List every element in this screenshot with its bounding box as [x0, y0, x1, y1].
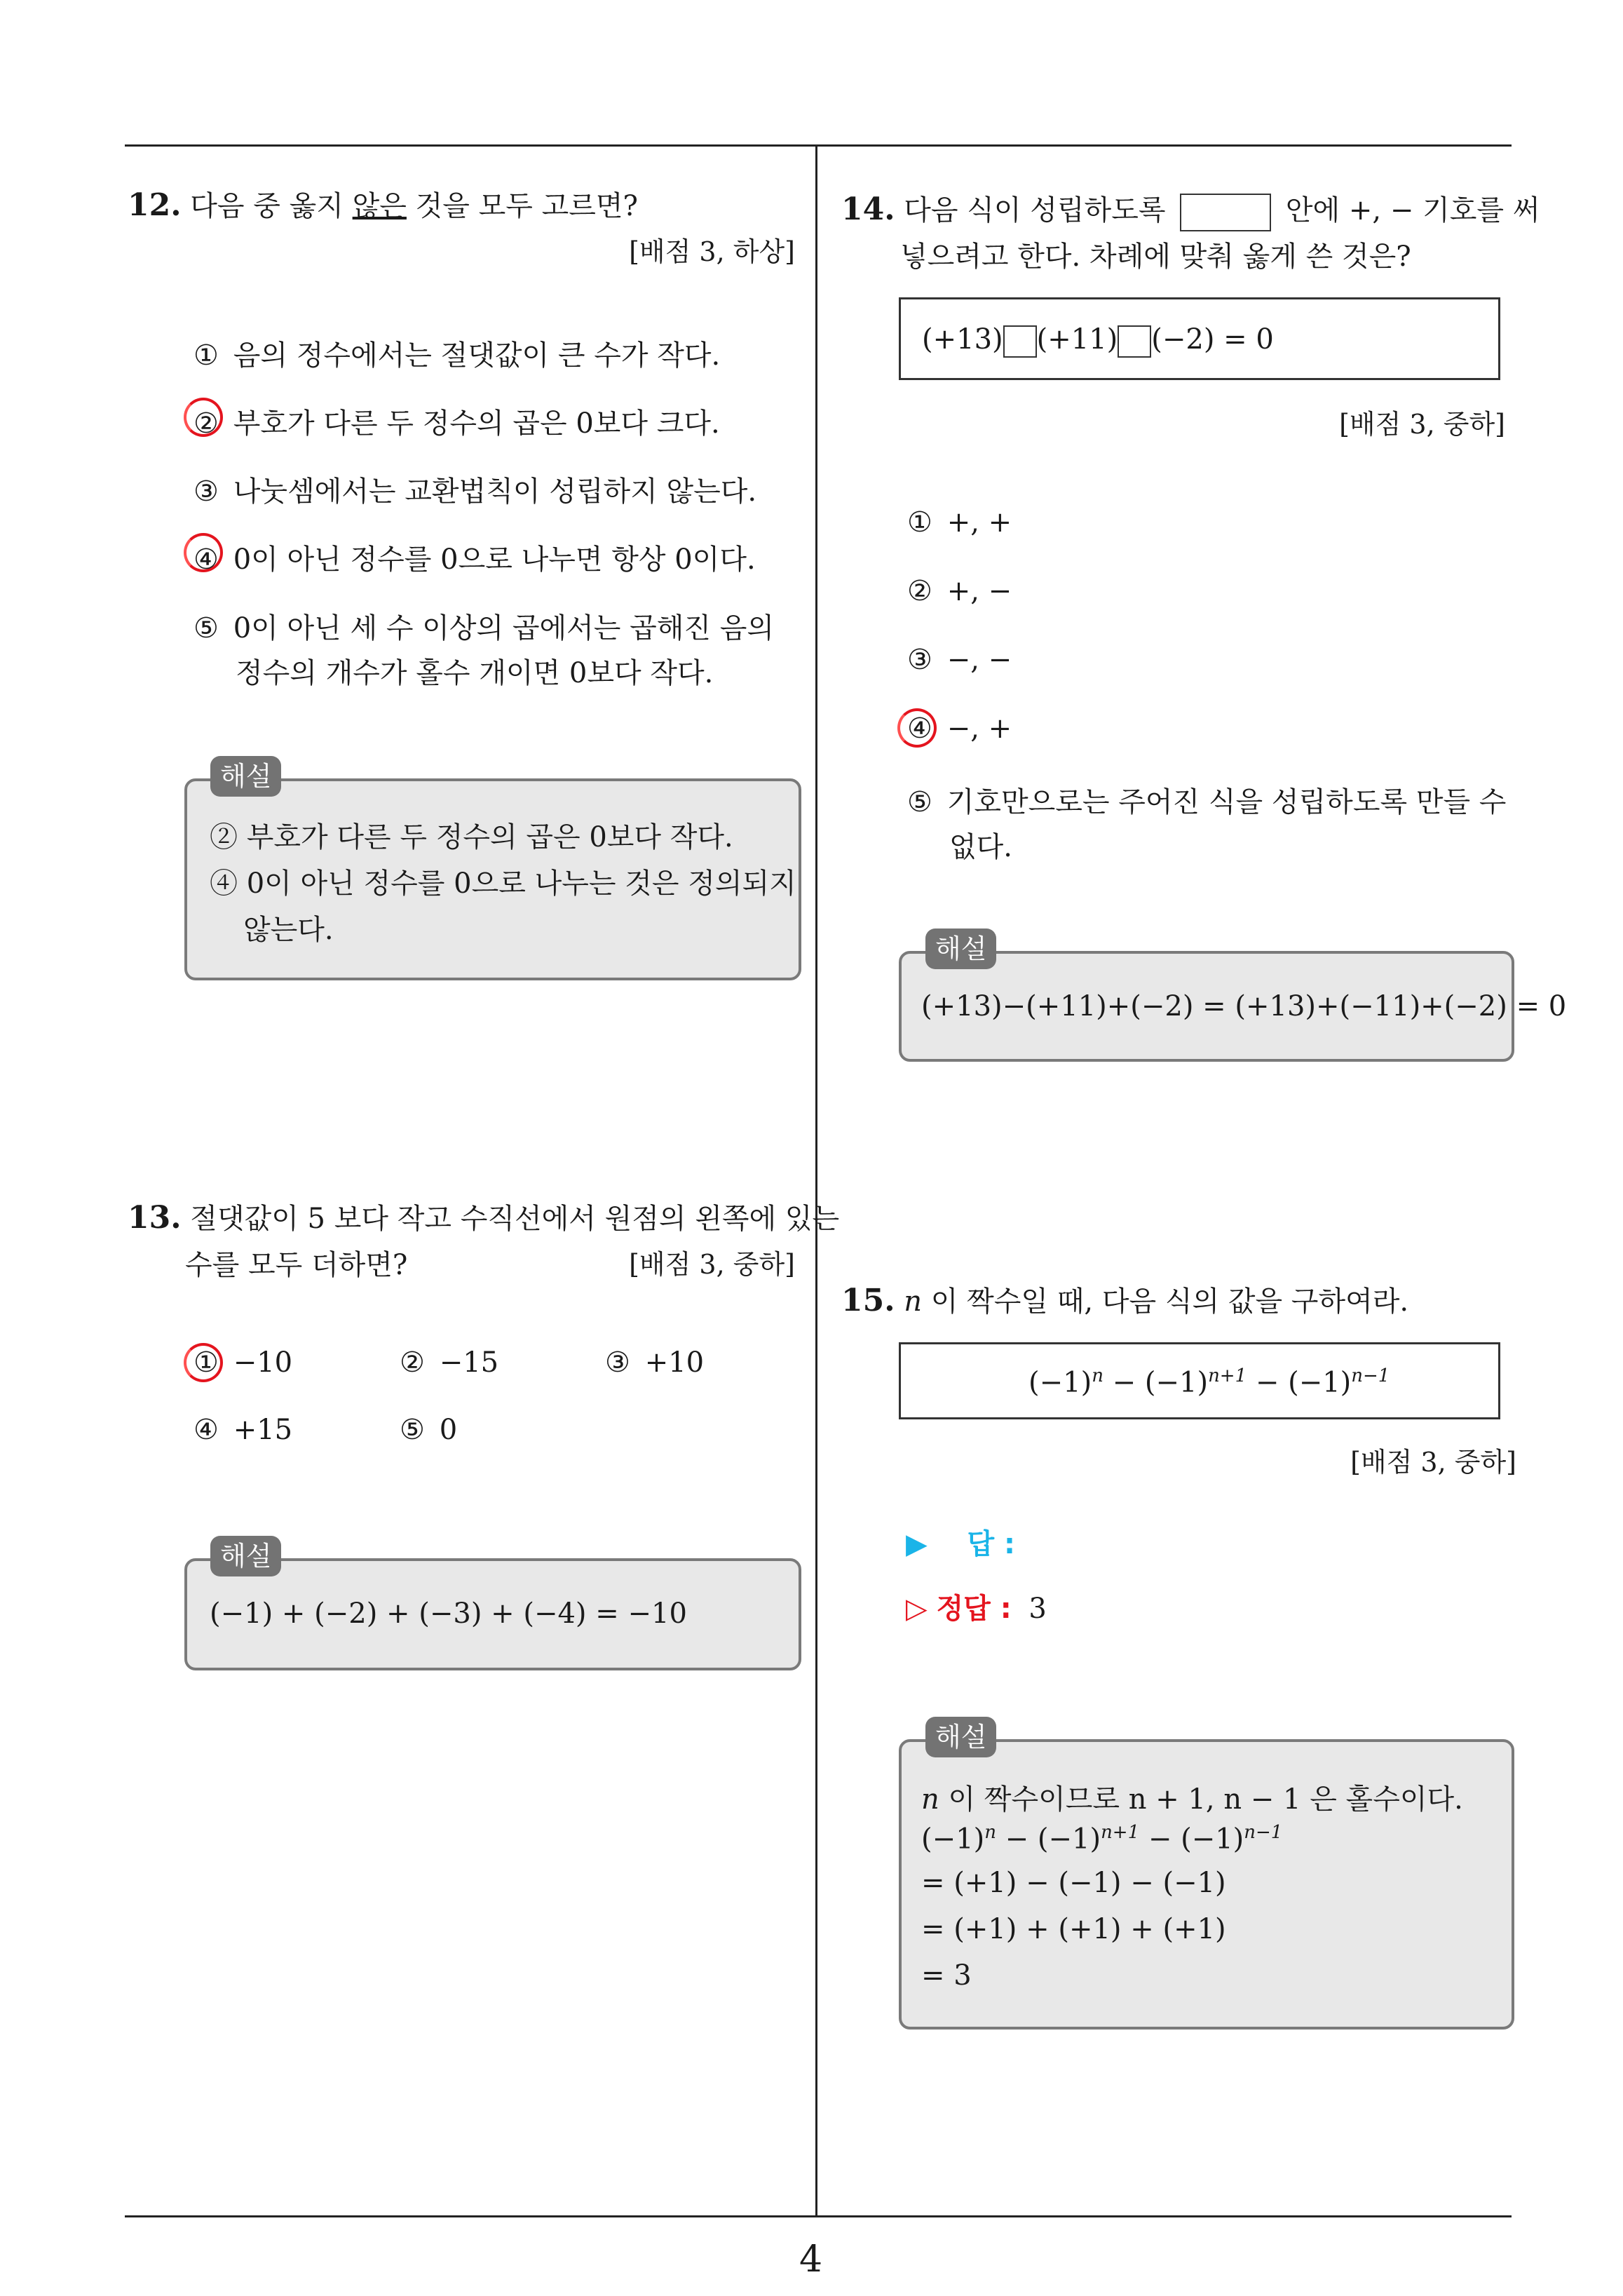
q14-score: [배점 3, 중하]: [1339, 409, 1505, 440]
q14-formula-blank-2: [1118, 325, 1151, 358]
q15-explanation-line-3: = (+1) − (−1) − (−1): [921, 1867, 1226, 1899]
q12-text-after: 것을 모두 고르면?: [406, 190, 638, 222]
q13-explanation-line-1: (−1) + (−2) + (−3) + (−4) = −10: [210, 1598, 687, 1630]
q13-explanation-box: [184, 1558, 801, 1670]
q15-formula-term-2: − (−1): [1103, 1366, 1209, 1399]
q15-explanation-exp-1: n: [984, 1822, 996, 1843]
q14-formula: [922, 323, 1274, 358]
q14-option-4-text: −, +: [946, 713, 1012, 745]
q13-explanation-tag: 해설: [210, 1536, 281, 1576]
q14-line-1-after: 안에 +, − 기호를 써: [1285, 194, 1540, 227]
q15-stem: [841, 1279, 1408, 1319]
q15-explanation-term-2: − (−1): [996, 1823, 1101, 1856]
correct-arrow-icon: ▷: [906, 1593, 928, 1625]
q15-correct-label: 정답 :: [936, 1593, 1012, 1625]
top-rule: [125, 144, 1512, 147]
q12-score: [배점 3, 하상]: [629, 236, 795, 267]
q12-option-3-marker: ③: [193, 475, 219, 508]
q13-option-3[interactable]: [605, 1346, 704, 1379]
q12-option-5-text: 0이 아닌 세 수 이상의 곱에서는 곱해진 음의: [233, 612, 775, 644]
q15-explanation-exp-2: n+1: [1101, 1822, 1140, 1843]
q14-line-1-before: 다음 식이 성립하도록: [904, 194, 1166, 227]
q14-formula-c: (−2) = 0: [1151, 323, 1274, 356]
q12-text-underlined: 않은: [352, 190, 407, 222]
q13-option-4-marker: ④: [193, 1414, 219, 1446]
q14-option-2-text: +, −: [946, 575, 1012, 607]
q12-explanation-line-3: 않는다.: [243, 914, 334, 946]
q12-text-before: 다음 중 옳지: [190, 190, 353, 222]
q14-option-1-marker: ①: [907, 506, 932, 539]
q12-explanation-tag: 해설: [210, 756, 281, 797]
q13-option-3-text: +10: [644, 1346, 705, 1379]
q12-option-5-text-cont: 정수의 개수가 홀수 개이면 0보다 작다.: [236, 657, 714, 689]
q13-option-2-marker: ②: [400, 1346, 425, 1379]
q14-option-5-marker: ⑤: [907, 786, 932, 818]
column-divider: [815, 144, 817, 2217]
q12-option-2-text: 부호가 다른 두 정수의 곱은 0보다 크다.: [233, 407, 720, 440]
q15-formula-exp-1: n: [1092, 1365, 1103, 1386]
q15-answer-label: 답 :: [967, 1528, 1016, 1560]
q15-text: 이 짝수일 때, 다음 식의 값을 구하여라.: [922, 1285, 1409, 1318]
q12-explanation-line-2: ④ 0이 아닌 정수를 0으로 나누는 것은 정의되지: [210, 867, 796, 900]
q14-option-3-text: −, −: [946, 644, 1012, 676]
q12-option-1-text: 음의 정수에서는 절댓값이 큰 수가 작다.: [233, 339, 721, 372]
q15-explanation-line-2: [921, 1822, 1282, 1855]
q14-blank-box: [1180, 194, 1271, 231]
q14-formula-blank-1: [1003, 325, 1037, 358]
q14-option-5-text: 기호만으로는 주어진 식을 성립하도록 만들 수: [946, 786, 1507, 818]
q12-explanation-line-1: ② 부호가 다른 두 정수의 곱은 0보다 작다.: [210, 821, 733, 853]
q15-correct-row: [906, 1586, 1047, 1626]
q14-option-4[interactable]: [907, 713, 1012, 745]
q15-explanation-line-1-text: 이 짝수이므로 n + 1, n − 1 은 홀수이다.: [939, 1783, 1463, 1816]
q14-explanation-tag: 해설: [925, 928, 996, 969]
q13-option-1-text: −10: [233, 1346, 293, 1379]
q12-option-5[interactable]: [193, 606, 774, 646]
q14-option-5[interactable]: [907, 780, 1506, 820]
q13-option-2-text: −15: [439, 1346, 499, 1379]
q15-explanation-line-1: [921, 1777, 1463, 1817]
q12-explanation-box: [184, 778, 801, 980]
q15-explanation-term-3: − (−1): [1139, 1823, 1244, 1856]
q15-score: [배점 3, 중하]: [1350, 1447, 1516, 1478]
q14-explanation-line-1: (+13)−(+11)+(−2) = (+13)+(−11)+(−2) = 0: [921, 990, 1567, 1022]
q15-explanation-variable: n: [921, 1783, 939, 1816]
q15-explanation-line-5: = 3: [921, 1959, 972, 1992]
q13-option-4[interactable]: [193, 1414, 292, 1446]
q14-option-4-marker: ④: [907, 713, 932, 745]
q15-answer-row[interactable]: [906, 1522, 1015, 1562]
q13-option-4-text: +15: [233, 1414, 293, 1446]
page-number: 4: [799, 2238, 823, 2281]
q13-option-1-marker: ①: [193, 1346, 219, 1379]
q13-option-1[interactable]: [193, 1346, 292, 1379]
q15-number: 15.: [841, 1283, 895, 1318]
q12-option-5-marker: ⑤: [193, 612, 219, 644]
q12-option-1-marker: ①: [193, 339, 219, 372]
q15-explanation-exp-3: n−1: [1244, 1822, 1283, 1843]
q14-option-1[interactable]: [907, 506, 1012, 539]
q14-option-3[interactable]: [907, 644, 1012, 676]
q12-option-1[interactable]: [193, 333, 720, 373]
q12-option-2[interactable]: [193, 401, 720, 441]
q13-score: [배점 3, 중하]: [629, 1249, 795, 1280]
q12-stem: [128, 184, 638, 224]
q12-option-4-text: 0이 아닌 정수를 0으로 나누면 항상 0이다.: [233, 543, 756, 576]
bottom-rule: [125, 2215, 1512, 2217]
q12-option-3-text: 나눗셈에서는 교환법칙이 성립하지 않는다.: [233, 475, 757, 508]
q15-formula-exp-3: n−1: [1351, 1365, 1390, 1386]
q15-formula-term-3: − (−1): [1247, 1366, 1352, 1399]
q15-formula: [1028, 1365, 1390, 1398]
q15-explanation-term-1: (−1): [921, 1823, 985, 1856]
q15-explanation-box: [899, 1739, 1514, 2030]
q14-number: 14.: [841, 191, 895, 227]
q12-option-2-marker: ②: [193, 407, 219, 440]
q15-explanation-tag: 해설: [925, 1717, 996, 1757]
q14-option-2[interactable]: [907, 575, 1012, 607]
answer-arrow-icon: ▶: [906, 1528, 928, 1560]
q14-option-3-marker: ③: [907, 644, 932, 676]
q14-stem-line-1: [841, 188, 1540, 231]
q14-option-2-marker: ②: [907, 575, 932, 607]
q12-option-4[interactable]: [193, 537, 756, 577]
q13-line-2: 수를 모두 더하면?: [185, 1249, 408, 1281]
q13-option-5[interactable]: [400, 1414, 457, 1446]
q15-formula-box: [899, 1342, 1500, 1419]
q15-formula-exp-2: n+1: [1208, 1365, 1247, 1386]
q13-number: 13.: [128, 1200, 182, 1236]
q15-correct-value: 3: [1028, 1593, 1047, 1625]
q14-line-2: 넣으려고 한다. 차례에 맞춰 옳게 쓴 것은?: [900, 241, 1411, 273]
q13-line-1: 절댓값이 5 보다 작고 수직선에서 원점의 왼쪽에 있는: [190, 1203, 840, 1235]
q13-option-5-text: 0: [439, 1414, 458, 1446]
q12-option-3[interactable]: [193, 469, 756, 509]
q14-option-1-text: +, +: [946, 506, 1012, 539]
q14-formula-b: (+11): [1036, 323, 1118, 356]
q13-stem-line-1: [128, 1196, 839, 1236]
q14-option-5-text-cont: 없다.: [949, 831, 1012, 863]
q14-formula-a: (+13): [922, 323, 1003, 356]
q13-option-3-marker: ③: [605, 1346, 630, 1379]
q13-option-5-marker: ⑤: [400, 1414, 425, 1446]
q15-explanation-line-4: = (+1) + (+1) + (+1): [921, 1913, 1226, 1945]
q12-option-4-marker: ④: [193, 543, 219, 576]
q12-number: 12.: [128, 187, 182, 223]
q14-formula-box: [899, 297, 1500, 380]
q15-variable: n: [904, 1285, 923, 1318]
q15-formula-term-1: (−1): [1028, 1366, 1092, 1399]
q13-option-2[interactable]: [400, 1346, 498, 1379]
